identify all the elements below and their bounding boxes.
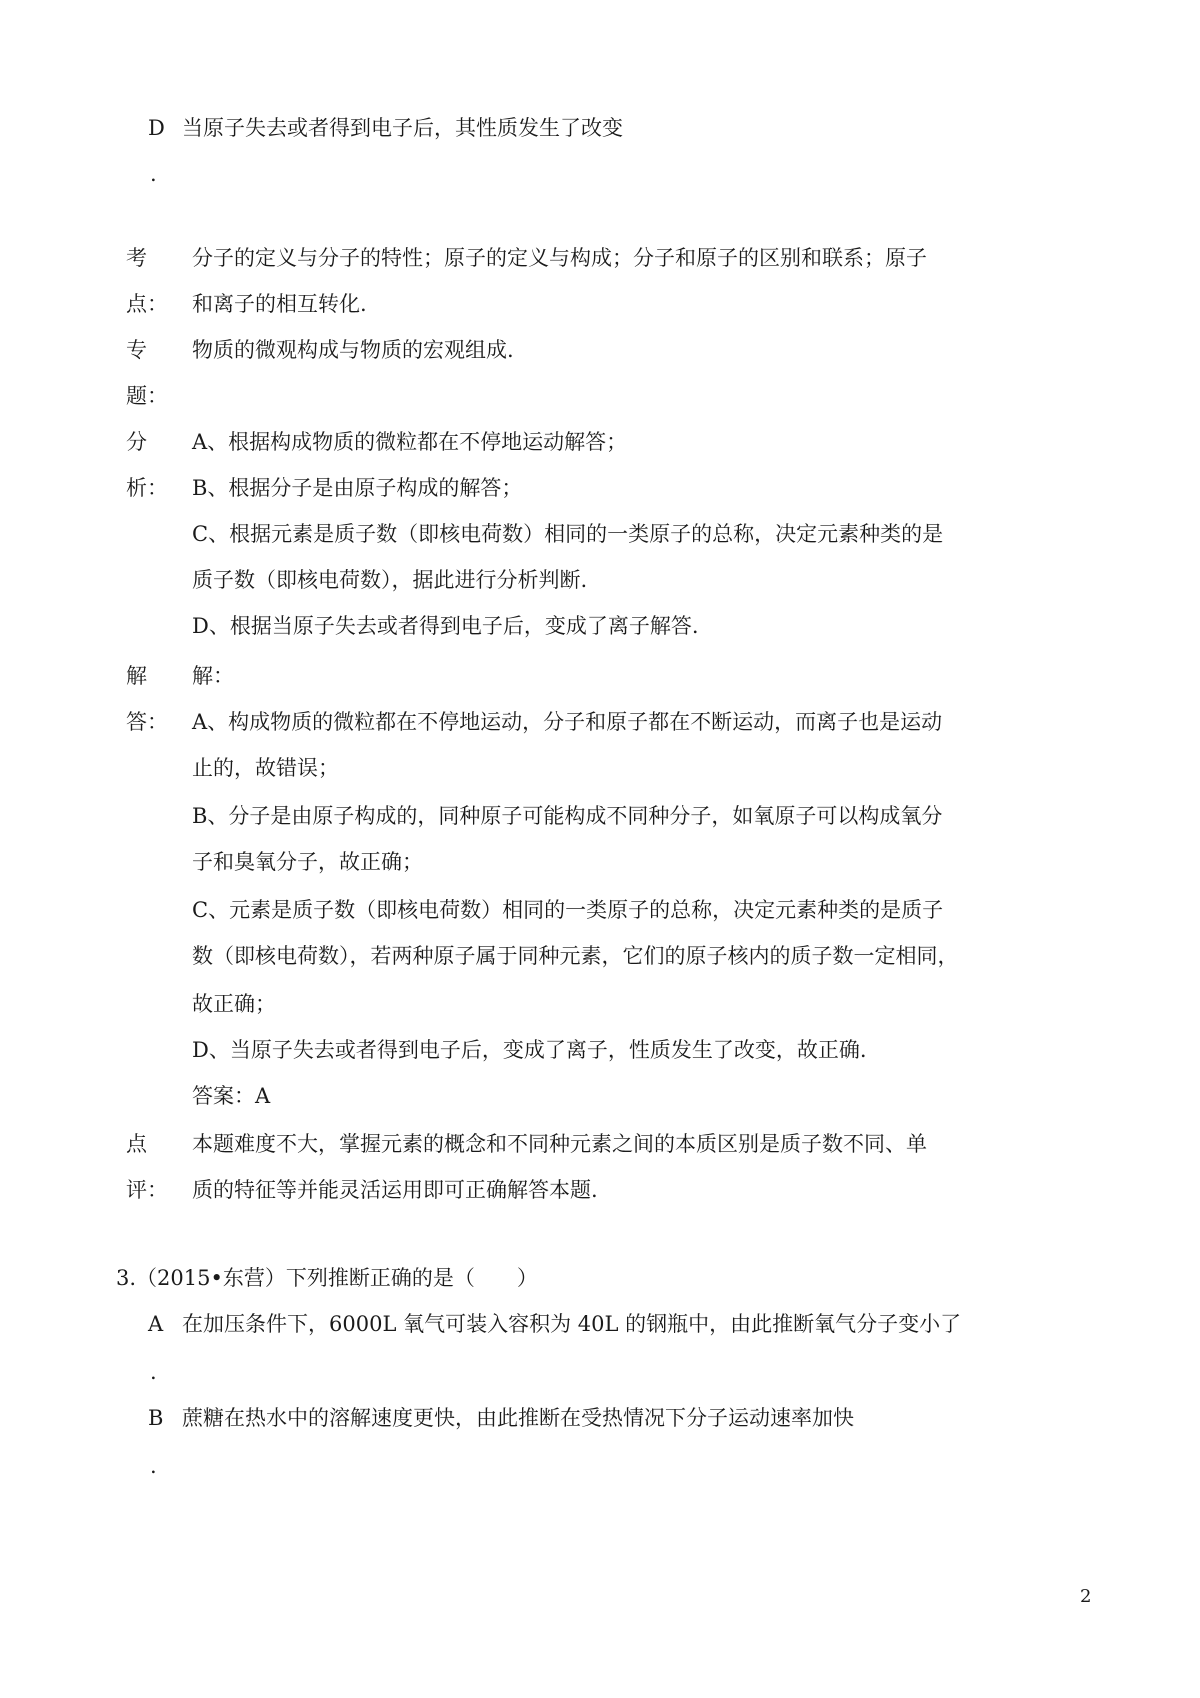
question-3-option-b-dot: . (150, 1454, 157, 1478)
jieda-line: 解： (192, 664, 234, 688)
jieda-line: 数（即核电荷数），若两种原子属于同种元素，它们的原子核内的质子数一定相同， (192, 944, 959, 968)
question-3-option-b (148, 1404, 854, 1432)
jieda-line: B、分子是由原子构成的，同种原子可能构成不同种分子，如氧原子可以构成氧分 (192, 804, 943, 828)
jieda-line: D、当原子失去或者得到电子后，变成了离子，性质发生了改变，故正确. (192, 1038, 867, 1062)
option-letter: B (148, 1406, 164, 1430)
fenxi-line: A、根据构成物质的微粒都在不停地运动解答； (192, 430, 628, 454)
kaodian-line-1: 分子的定义与分子的特性；原子的定义与构成；分子和原子的区别和联系；原子 (192, 246, 927, 270)
zhuanti-label-2: 题： (126, 384, 168, 408)
jieda-line: 故正确； (192, 992, 276, 1016)
question-3-option-a-dot: . (150, 1360, 157, 1384)
kaodian-label-2: 点： (126, 292, 168, 316)
fenxi-line: D、根据当原子失去或者得到电子后，变成了离子解答. (192, 614, 699, 638)
fenxi-label-2: 析： (126, 476, 168, 500)
option-letter: A (148, 1312, 164, 1336)
jieda-label-1: 解 (126, 664, 147, 688)
jieda-line: C、元素是质子数（即核电荷数）相同的一类原子的总称，决定元素种类的是质子 (192, 898, 944, 922)
fenxi-label-1: 分 (126, 430, 147, 454)
dianping-label-1: 点 (126, 1132, 147, 1156)
jieda-line: 止的，故错误； (192, 756, 339, 780)
option-d-dot: . (150, 162, 157, 186)
zhuanti-line-1: 物质的微观构成与物质的宏观组成. (192, 338, 514, 362)
question-3-option-a (148, 1310, 961, 1338)
option-text: 蔗糖在热水中的溶解速度更快，由此推断在受热情况下分子运动速率加快 (182, 1406, 854, 1430)
kaodian-label-1: 考 (126, 246, 147, 270)
dianping-line-2: 质的特征等并能灵活运用即可正确解答本题. (192, 1178, 598, 1202)
dianping-line-1: 本题难度不大，掌握元素的概念和不同种元素之间的本质区别是质子数不同、单 (192, 1132, 927, 1156)
jieda-line: 子和臭氧分子，故正确； (192, 850, 423, 874)
question-3-stem: 3.（2015•东营）下列推断正确的是（ ） (116, 1266, 538, 1290)
dianping-label-2: 评： (126, 1178, 168, 1202)
option-letter: D (148, 116, 165, 140)
fenxi-line: 质子数（即核电荷数），据此进行分析判断. (192, 568, 588, 592)
zhuanti-label-1: 专 (126, 338, 147, 362)
jieda-line: A、构成物质的微粒都在不停地运动，分子和原子都在不断运动，而离子也是运动 (192, 710, 943, 734)
option-text: 在加压条件下，6000L 氧气可装入容积为 40L 的钢瓶中，由此推断氧气分子变小了 (182, 1312, 962, 1336)
fenxi-line: C、根据元素是质子数（即核电荷数）相同的一类原子的总称，决定元素种类的是 (192, 522, 944, 546)
option-d-previous (148, 114, 623, 142)
jieda-label-2: 答： (126, 710, 168, 734)
option-text: 当原子失去或者得到电子后，其性质发生了改变 (182, 116, 623, 140)
jieda-answer: 答案：A (192, 1084, 271, 1108)
kaodian-line-2: 和离子的相互转化. (192, 292, 367, 316)
page-number: 2 (1080, 1586, 1092, 1607)
fenxi-line: B、根据分子是由原子构成的解答； (192, 476, 523, 500)
